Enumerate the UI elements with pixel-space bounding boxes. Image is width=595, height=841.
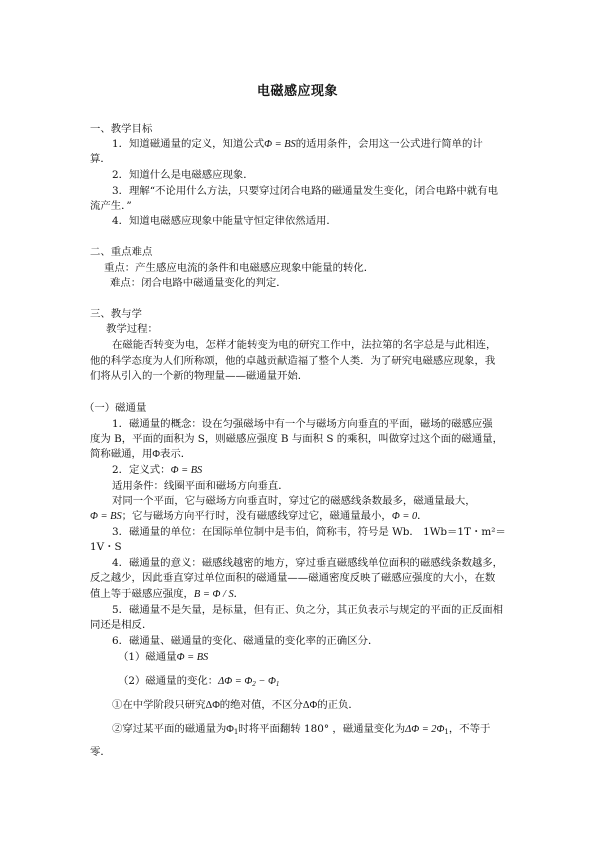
plane-paragraph-line-1: 对同一个平面，它与磁场方向垂直时，穿过它的磁感线条数最多，磁通量最大， <box>112 495 476 507</box>
goal-1-text-post: 的适用条件，会用这一公式进行简单的计 <box>295 138 483 150</box>
teaching-process-label: 教学过程： <box>106 323 158 335</box>
goal-3-line-2: 流产生．” <box>90 200 132 212</box>
plane-paragraph-end: ． <box>417 510 428 522</box>
note-1-mid: 的绝对值，不区分 <box>219 699 303 711</box>
flux-unit-line-2: 1V・S <box>90 541 122 553</box>
flux-concept-line-2: 度为 B，平面的面积为 S，则磁感应强度 B 与面积 S 的乘积，叫做穿过这个面的磁通量， <box>90 433 503 445</box>
applicable-condition: 适用条件：线圈平面和磁场方向垂直． <box>112 480 289 492</box>
zero-flux-formula: Φ = 0 <box>391 511 418 522</box>
goal-4: 4．知道电磁感应现象中能量守恒定律依然适用． <box>112 215 337 227</box>
difficult-point: 难点：闭合电路中磁通量变化的判定． <box>110 277 287 289</box>
note-2-line-1 <box>112 723 490 738</box>
delta-phi-symbol-2: ΔΦ <box>302 700 318 711</box>
goal-1-text-pre: 1．知道磁通量的定义，知道公式 <box>112 138 265 150</box>
intro-line-1: 在磁能否转变为电，怎样才能转变为电的研究工作中，法拉第的名字总是与此相连， <box>112 339 497 351</box>
flux-meaning-line-1: 4．磁通量的意义：磁感线越密的地方，穿过垂直磁感线单位面积的磁感线条数越多， <box>112 557 504 569</box>
flux-formula: Φ = BS <box>264 139 296 150</box>
goal-2: 2．知道什么是电磁感应现象． <box>112 169 254 181</box>
flux-concept-pre: 简称磁通，用 <box>90 448 153 460</box>
flux-meaning-line-3 <box>90 588 244 601</box>
flux-change-formula <box>218 676 279 687</box>
flux-change-minus: − Φ <box>255 676 276 687</box>
subitem-flux-formula: Φ = BS <box>176 652 209 663</box>
intro-line-2: 他的科学态度为人们所称颂，他的卓越贡献造福了整个人类．为了研究电磁感应现象，我 <box>90 355 496 367</box>
note-1-pre: ①在中学阶段只研究 <box>112 699 206 711</box>
subitem-flux-label: （1）磁通量 <box>118 651 177 663</box>
flux-scalar-line-2: 同还是相反． <box>90 619 153 631</box>
section-heading-teaching: 三、教与学 <box>90 308 142 320</box>
flux-concept-line-3 <box>90 448 191 461</box>
key-point: 重点：产生感应电流的条件和电磁感应现象中能量的转化． <box>104 262 375 274</box>
max-flux-formula: Φ = BS <box>90 511 122 522</box>
flux-scalar-line-1: 5．磁通量不是矢量，是标量，但有正、负之分，其正负表示与规定的平面的正反面相 <box>112 604 504 616</box>
subscript-1b: 1 <box>233 728 239 736</box>
plane-paragraph-line-2 <box>90 510 428 523</box>
section-heading-key-points: 二、重点难点 <box>90 246 153 258</box>
flux-concept-line-1: 1．磁通量的概念：设在匀强磁场中有一个与磁场方向垂直的平面，磁场的磁感应强 <box>112 418 493 430</box>
subscript-1: 1 <box>275 680 280 688</box>
delta-phi-symbol: ΔΦ <box>205 700 220 711</box>
note-2-post: ，不等于 <box>448 723 491 735</box>
goal-1-line-2: 算． <box>90 153 111 165</box>
note-1 <box>112 699 359 712</box>
definition-label: 2．定义式： <box>112 464 171 476</box>
note-1-post: 的正负． <box>317 699 359 711</box>
definition-formula-line <box>112 464 202 477</box>
subsection-heading-flux: （一）磁通量 <box>84 402 147 414</box>
subscript-1c: 1 <box>444 728 449 736</box>
goal-3-line-1: 3．理解“不论用什么方法，只要穿过闭合电路的磁通量发生变化，闭合电路中就有电 <box>112 185 498 197</box>
subitem-flux-change <box>118 675 279 690</box>
phi-symbol: Φ <box>152 449 160 460</box>
definition-formula: Φ = BS <box>170 465 203 476</box>
flux-concept-post: 表示． <box>159 448 192 460</box>
flux-meaning-pre: 值上等于磁感应强度， <box>90 588 194 600</box>
subscript-2: 2 <box>252 680 256 688</box>
flux-distinction: 6．磁通量、磁通量的变化、磁通量的变化率的正确区分． <box>112 635 379 647</box>
goal-1-line-1 <box>112 138 483 151</box>
phi-symbol-2: Φ <box>226 724 234 735</box>
flux-meaning-post: ． <box>233 588 245 600</box>
note-2-mid: 时将平面翻转 180° ，磁通量变化为 <box>238 723 406 735</box>
subitem-flux <box>118 651 208 664</box>
plane-paragraph-mid: ；它与磁场方向平行时，没有磁感线穿过它，磁通量最小， <box>121 510 392 522</box>
flux-change-lhs: ΔΦ = Φ <box>218 676 253 687</box>
page-title: 电磁感应现象 <box>256 84 338 99</box>
flux-meaning-line-2: 反之越少，因此垂直穿过单位面积的磁通量——磁通密度反映了磁感应强度的大小，在数 <box>90 572 496 584</box>
intro-line-3: 们将从引入的一个新的物理量——磁通量开始． <box>90 370 309 382</box>
note-2-pre: ②穿过某平面的磁通量为 <box>112 723 227 735</box>
note-2-line-2: 零． <box>90 746 111 758</box>
subitem-flux-change-label: （2）磁通量的变化： <box>118 675 219 687</box>
flux-density-formula: B = Φ / S <box>193 589 234 600</box>
section-heading-teaching-goals: 一、教学目标 <box>90 123 153 135</box>
flux-change-180-formula: ΔΦ = 2Φ <box>405 724 445 735</box>
flux-unit-line-1: 3．磁通量的单位：在国际单位制中是韦伯，简称韦，符号是 Wb． 1Wb＝1T・m²＝ <box>112 526 506 538</box>
